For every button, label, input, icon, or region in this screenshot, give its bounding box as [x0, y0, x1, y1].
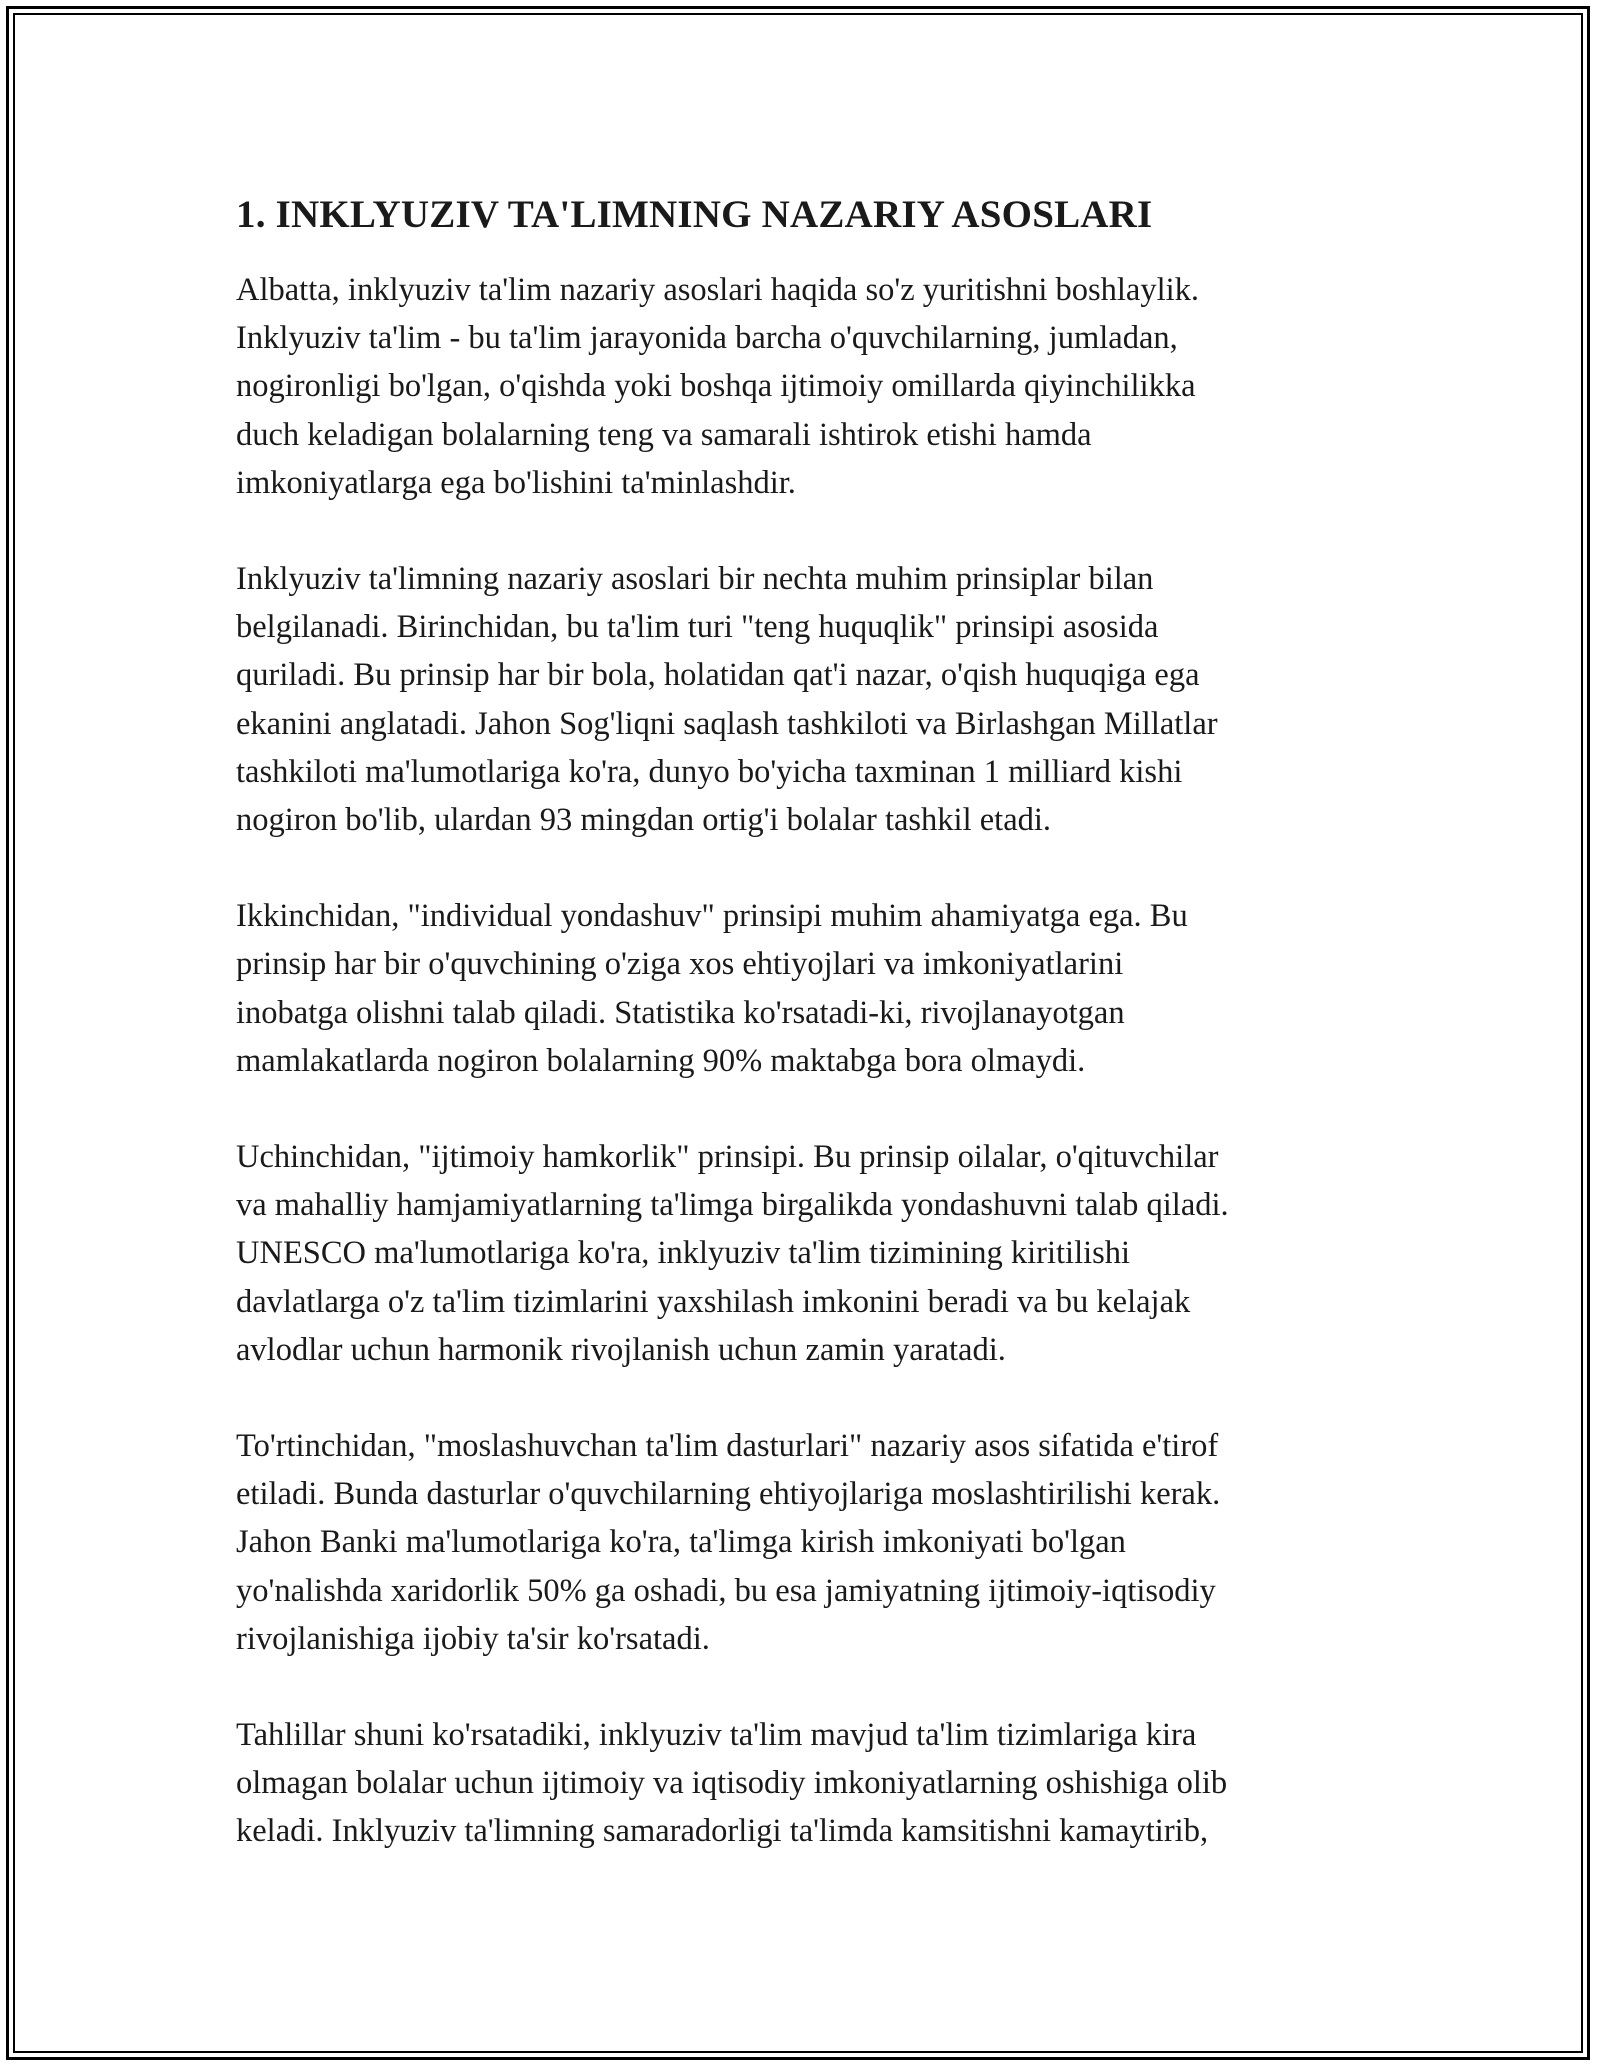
text-line: ekanini anglatadi. Jahon Sog'liqni saqlash tashkiloti va Birlashgan Millatlar — [236, 705, 1218, 742]
text-line: yo'nalishda xaridorlik 50% ga oshadi, bu esa jamiyatning ijtimoiy-iqtisodiy — [236, 1572, 1216, 1609]
text-line: avlodlar uchun harmonik rivojlanish uchun zamin yaratadi. — [236, 1331, 1006, 1368]
text-line: mamlakatlarda nogiron bolalarning 90% maktabga bora olmaydi. — [236, 1042, 1086, 1079]
text-line: Jahon Banki ma'lumotlariga ko'ra, ta'limga kirish imkoniyati bo'lgan — [236, 1524, 1126, 1561]
text-line: prinsip har bir o'quvchining o'ziga xos ehtiyojlari va imkoniyatlarini — [236, 946, 1124, 983]
text-line: nogironligi bo'lgan, o'qishda yoki boshqa ijtimoiy omillarda qiyinchilikka — [236, 368, 1196, 405]
text-line: davlatlarga o'z ta'lim tizimlarini yaxshilash imkonini beradi va bu kelajak — [236, 1283, 1191, 1320]
text-line: Albatta, inklyuziv ta'lim nazariy asoslari haqida so'z yuritishni boshlaylik. — [236, 272, 1200, 308]
text-line: keladi. Inklyuziv ta'limning samaradorligi ta'limda kamsitishni kamaytirib, — [236, 1813, 1209, 1850]
text-line: Uchinchidan, "ijtimoiy hamkorlik" prinsipi. Bu prinsip oilalar, o'qituvchilar — [236, 1139, 1219, 1176]
text-line: va mahalliy hamjamiyatlarning ta'limga birgalikda yondashuvni talab qiladi. — [236, 1187, 1229, 1224]
text-line: Tahlillar shuni ko'rsatadiki, inklyuziv ta'lim mavjud ta'lim tizimlariga kira — [236, 1717, 1197, 1754]
text-line: nogiron bo'lib, ulardan 93 mingdan ortig'i bolalar tashkil etadi. — [236, 802, 1052, 839]
text-line: imkoniyatlarga ega bo'lishini ta'minlashdir. — [236, 464, 796, 501]
text-line: To'rtinchidan, "moslashuvchan ta'lim dasturlari" nazariy asos sifatida e'tirof — [236, 1428, 1219, 1465]
text-line: quriladi. Bu prinsip har bir bola, holatidan qat'i nazar, o'qish huquqiga ega — [236, 657, 1200, 694]
text-line: tashkiloti ma'lumotlariga ko'ra, dunyo bo'yicha taxminan 1 milliard kishi — [236, 753, 1183, 790]
paragraph-1 — [236, 266, 1376, 507]
paragraph-4 — [236, 1133, 1376, 1374]
text-line: rivojlanishiga ijobiy ta'sir ko'rsatadi. — [236, 1620, 710, 1657]
text-line: duch keladigan bolalarning teng va samarali ishtirok etishi hamda — [236, 416, 1092, 453]
paragraph-6 — [236, 1711, 1376, 1856]
text-line: Inklyuziv ta'limning nazariy asoslari bir nechta muhim prinsiplar bilan — [236, 561, 1154, 598]
text-line: UNESCO ma'lumotlariga ko'ra, inklyuziv ta'lim tizimining kiritilishi — [236, 1235, 1131, 1272]
text-line: inobatga olishni talab qiladi. Statistika ko'rsatadi-ki, rivojlanayotgan — [236, 994, 1125, 1031]
text-line: Inklyuziv ta'lim - bu ta'lim jarayonida barcha o'quvchilarning, jumladan, — [236, 320, 1178, 357]
text-line: etiladi. Bunda dasturlar o'quvchilarning ehtiyojlariga moslashtirilishi kerak. — [236, 1476, 1221, 1513]
paragraph-2 — [236, 555, 1376, 844]
text-line: olmagan bolalar uchun ijtimoiy va iqtisodiy imkoniyatlarning oshishiga olib — [236, 1765, 1228, 1802]
document-body — [236, 186, 1376, 1904]
text-line: Ikkinchidan, "individual yondashuv" prinsipi muhim ahamiyatga ega. Bu — [236, 898, 1188, 935]
text-line: belgilanadi. Birinchidan, bu ta'lim turi "teng huquqlik" prinsipi asosida — [236, 609, 1159, 646]
paragraph-3 — [236, 892, 1376, 1085]
paragraph-5 — [236, 1422, 1376, 1663]
page-title: 1. INKLYUZIV TA'LIMNING NAZARIY ASOSLARI — [236, 193, 1153, 236]
